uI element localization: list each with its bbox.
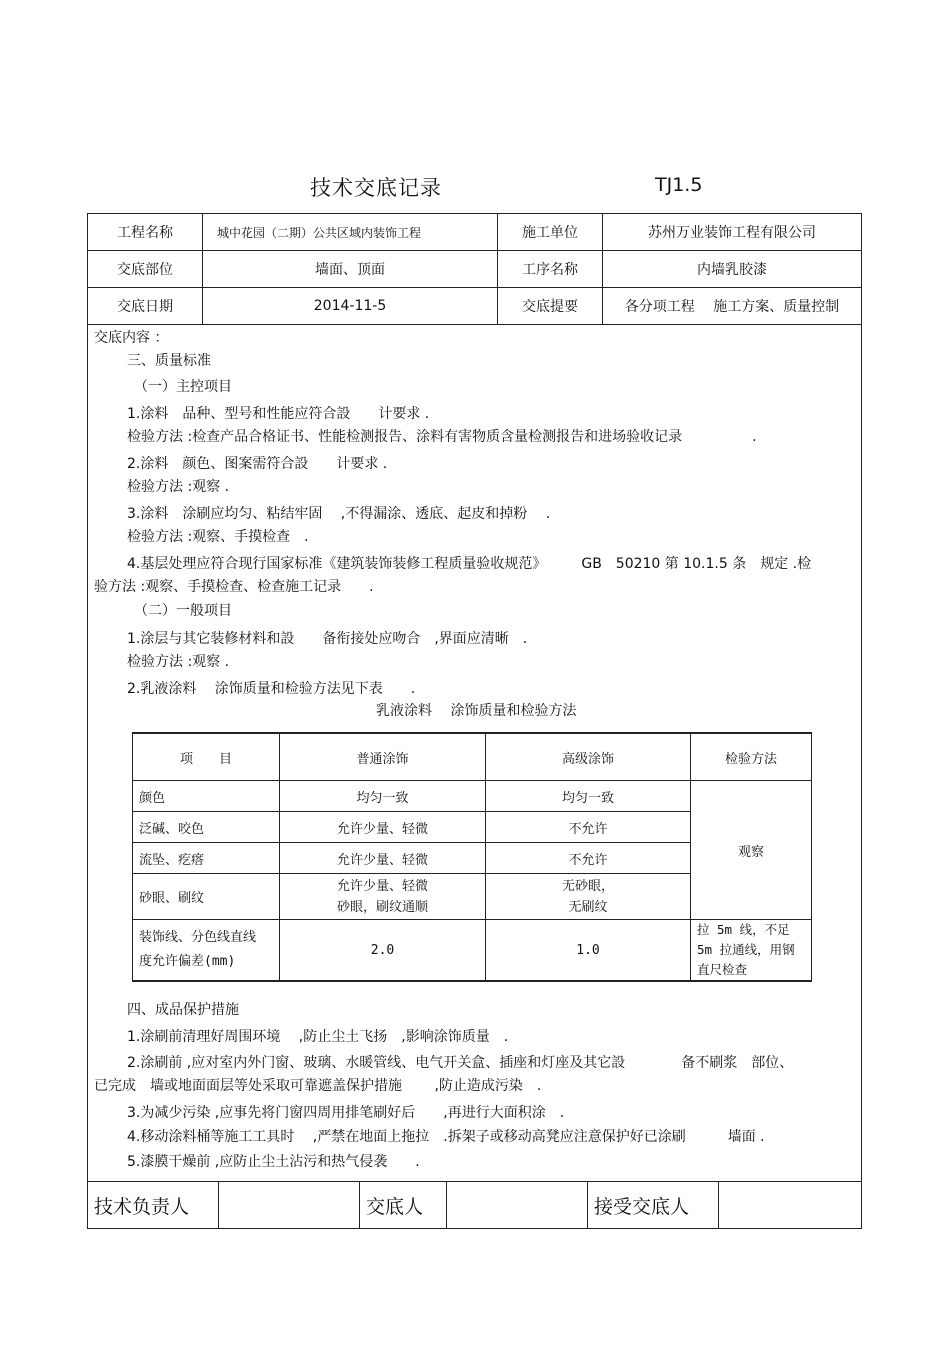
label-construction-unit: 施工单位	[498, 214, 603, 251]
col-header-normal: 普通涂饰	[280, 733, 486, 781]
value-process-name: 内墙乳胶漆	[603, 251, 862, 288]
table-cell: 流坠、疙瘩	[133, 843, 280, 874]
table-cell: 拉 5m 线，不足 5m 拉通线，用钢 直尺检查	[691, 920, 812, 982]
value-location: 墙面、顶面	[203, 251, 498, 288]
table-cell: 装饰线、分色线直线 度允许偏差(mm)	[133, 920, 280, 982]
field-presenter[interactable]	[447, 1182, 588, 1229]
content-line: 已完成 墙或地面面层等处采取可靠遮盖保护措施 ,防止造成污染 .	[94, 1078, 542, 1094]
table-cell: 1.0	[486, 920, 691, 982]
col-header-method: 检验方法	[691, 733, 812, 781]
content-line: （一）主控项目	[134, 379, 232, 395]
content-line: 2.乳液涂料 涂饰质量和检验方法见下表 .	[127, 681, 416, 697]
content-line: 1.涂刷前清理好周围环境 ,防止尘土飞扬 ,影响涂饰质量 .	[127, 1029, 509, 1045]
content-line: 检验方法 :观察 .	[127, 479, 230, 495]
value-project-name: 城中花园（二期）公共区域内装饰工程	[203, 214, 498, 251]
content-line: 四、成品保护措施	[127, 1002, 239, 1018]
document-title: 技术交底记录	[310, 176, 442, 200]
content-line: 1.涂料 品种、型号和性能应符合設 计要求 .	[127, 406, 430, 422]
content-line: 检验方法 :检查产品合格证书、性能检测报告、涂料有害物质含量检测报告和进场验收记录 .	[127, 429, 757, 445]
table-cell: 不允许	[486, 843, 691, 874]
quality-table	[132, 732, 812, 982]
label-process-name: 工序名称	[498, 251, 603, 288]
content-line: 5.漆膜干燥前 ,应防止尘土沾污和热气侵袭 .	[127, 1154, 420, 1170]
content-line: 2.涂料 颜色、图案需符合設 计要求 .	[127, 456, 388, 472]
content-line: 检验方法 :观察 .	[127, 654, 230, 670]
col-header-item: 项 目	[133, 733, 280, 781]
label-project-name: 工程名称	[88, 214, 203, 251]
label-tech-lead: 技术负责人	[88, 1182, 219, 1229]
content-line: 3.为减少污染 ,应事先将门窗四周用排笔刷好后 ,再进行大面积涂 .	[127, 1105, 565, 1121]
table-cell: 泛碱、咬色	[133, 812, 280, 843]
table-cell-method-merged: 观察	[691, 781, 812, 920]
content-line: 3.涂料 涂刷应均匀、粘结牢固 ,不得漏涂、透底、起皮和掉粉 .	[127, 506, 551, 522]
value-date: 2014-11-5	[203, 288, 498, 325]
content-line: 4.移动涂料桶等施工工具时 ,严禁在地面上拖拉 .拆架子或移动高凳应注意保护好已涂刷 墙面 .	[127, 1129, 765, 1145]
table-cell: 允许少量、轻微 砂眼，刷纹通顺	[280, 874, 486, 920]
col-header-advanced: 高级涂饰	[486, 733, 691, 781]
content-line: 验方法 :观察、手摸检查、检查施工记录 .	[94, 579, 374, 595]
table-cell: 无砂眼， 无刷纹	[486, 874, 691, 920]
table-caption: 乳液涂料 涂饰质量和检验方法	[376, 703, 577, 719]
table-cell: 均匀一致	[280, 781, 486, 812]
label-presenter: 交底人	[360, 1182, 447, 1229]
header-table	[87, 213, 862, 325]
label-location: 交底部位	[88, 251, 203, 288]
content-line: 交底内容 ：	[94, 330, 169, 346]
field-tech-lead[interactable]	[219, 1182, 360, 1229]
signature-table	[87, 1181, 862, 1229]
value-construction-unit: 苏州万业装饰工程有限公司	[603, 214, 862, 251]
content-line: 2.涂刷前 ,应对室内外门窗、玻璃、水暖管线、电气开关盒、插座和灯座及其它設 备不刷浆 部位、	[127, 1055, 794, 1071]
label-summary: 交底提要	[498, 288, 603, 325]
content-line: （二）一般项目	[134, 603, 232, 619]
label-date: 交底日期	[88, 288, 203, 325]
table-cell: 2.0	[280, 920, 486, 982]
table-cell: 允许少量、轻微	[280, 812, 486, 843]
content-line: 1.涂层与其它装修材料和設 备衔接处应吻合 ,界面应清晰 .	[127, 631, 528, 647]
table-cell: 颜色	[133, 781, 280, 812]
label-receiver: 接受交底人	[588, 1182, 719, 1229]
table-cell: 允许少量、轻微	[280, 843, 486, 874]
field-receiver[interactable]	[719, 1182, 862, 1229]
table-cell: 不允许	[486, 812, 691, 843]
value-summary: 各分项工程 施工方案、质量控制	[603, 288, 862, 325]
table-cell: 均匀一致	[486, 781, 691, 812]
document-code: TJ1.5	[655, 174, 703, 196]
content-line: 检验方法 :观察、手摸检查 .	[127, 529, 309, 545]
content-line: 4.基层处理应符合现行国家标准《建筑装饰装修工程质量验收规范》 GB 50210 第 10.1.5 条 规定 .检	[127, 556, 812, 572]
content-line: 三、质量标准	[127, 353, 211, 369]
table-cell: 砂眼、刷纹	[133, 874, 280, 920]
